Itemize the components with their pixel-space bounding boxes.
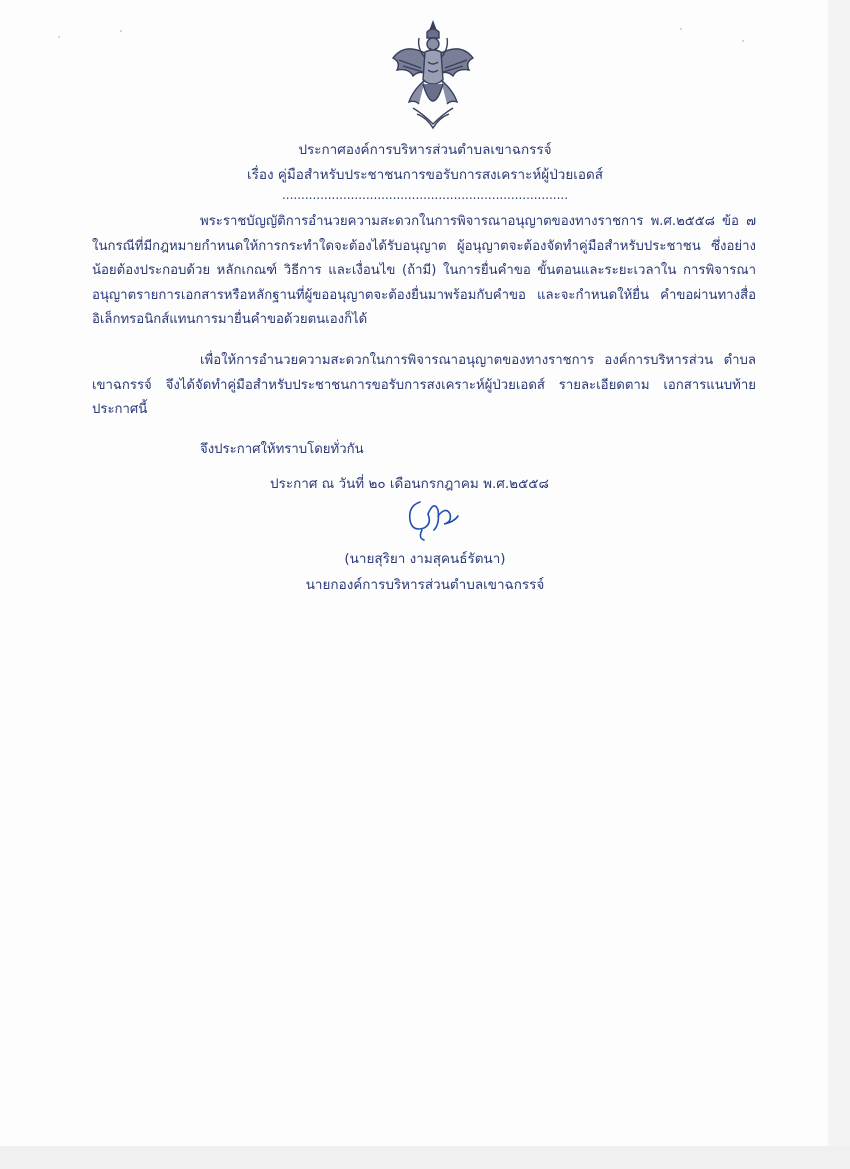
announcement-title: ประกาศองค์การบริหารส่วนตำบลเขาฉกรรจ์ (298, 142, 552, 158)
announcement-subject: เรื่อง คู่มือสำหรับประชาชนการขอรับการสงเคราะห์ผู้ป่วยเอดส์ (247, 167, 603, 183)
scan-speck (680, 28, 682, 30)
handwritten-signature (398, 494, 462, 542)
scan-speck (120, 30, 122, 32)
paragraph-2: เพื่อให้การอำนวยความสะดวกในการพิจารณาอนุญาตของทางราชการ องค์การบริหารส่วน ตำบลเขาฉกรรจ์ จึงได้จัดทำคู่มือสำหรับประชาชนการขอรับการสงเคราะห์ผู้ป่วยเอดส์ รายละเอียดตาม เอกสารแนบท้ายประกาศนี้ (92, 353, 756, 417)
announcement-date: ประกาศ ณ วันที่ ๒๐ เดือนกรกฎาคม พ.ศ.๒๕๕๘ (270, 476, 549, 492)
scan-margin-right (828, 0, 850, 1169)
scan-speck (742, 40, 744, 42)
signer-title: นายกองค์การบริหารส่วนตำบลเขาฉกรรจ์ (305, 577, 545, 593)
garuda-emblem-icon (383, 18, 483, 130)
signer-name: (นายสุริยา งามสุคนธ์รัตนา) (344, 551, 506, 567)
paragraph-3: จึงประกาศให้ทราบโดยทั่วกัน (200, 442, 364, 457)
scan-speck (58, 36, 60, 38)
dotted-separator: ........................................................................... (281, 188, 569, 202)
paragraph-1: พระราชบัญญัติการอำนวยความสะดวกในการพิจารณาอนุญาตของทางราชการ พ.ศ.๒๕๕๘ ข้อ ๗ ในกรณีที่มีกฎหมายกำหนดให้การกระทำใดจะต้องได้รับอนุญาต ผู้อนุญาตจะต้องจัดทำคู่มือสำหรับประชาชน ซึ่งอย่างน้อยต้องประกอบด้วย หลักเกณฑ์ วิธีการ และเงื่อนไข (ถ้ามี) ในการยื่นคำขอ ขั้นตอนและระยะเวลาใน การพิจารณาอนุญาตรายการเอกสารหรือหลักฐานที่ผู้ขออนุญาตจะต้องยื่นมาพร้อมกับคำขอ และจะกำหนดให้ยื่น คำขอผ่านทางสื่ออิเล็กทรอนิกส์แทนการมายื่นคำขอด้วยตนเองก็ได้ (92, 214, 756, 327)
scan-margin-bottom (0, 1146, 850, 1169)
